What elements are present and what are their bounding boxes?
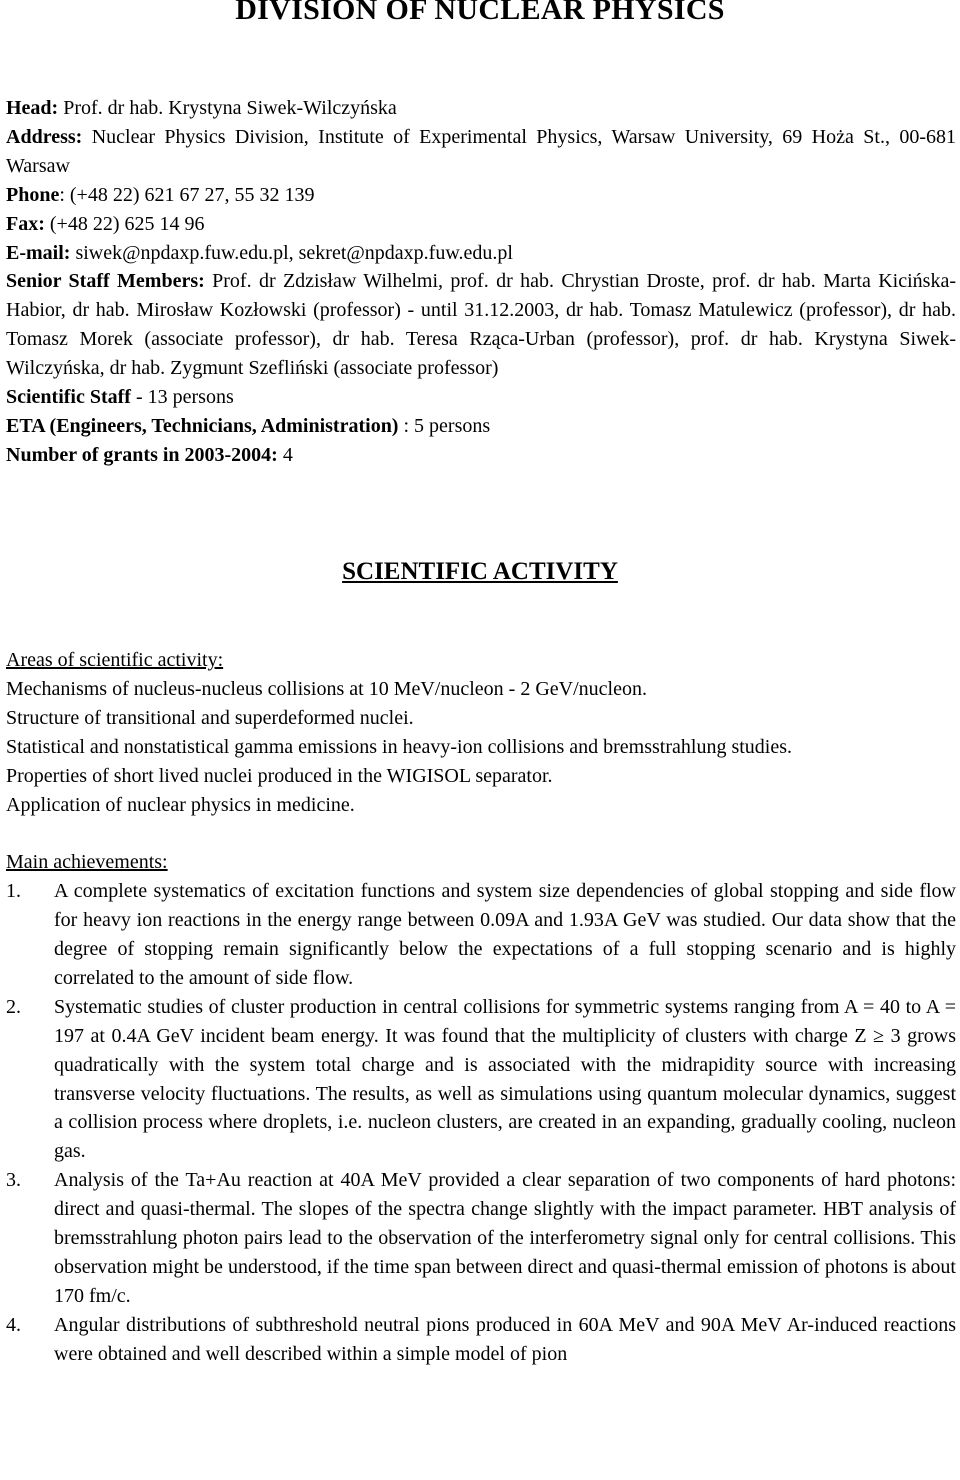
achievement-item <box>6 993 956 1166</box>
achievement-text: Angular distributions of subthreshold neutral pions produced in 60A MeV and 90A MeV Ar-induced reactions were obtained and well described within a simple model of pion <box>54 1313 956 1365</box>
head-label: Head: <box>6 97 59 119</box>
email-value: siwek@npdaxp.fuw.edu.pl, sekret@npdaxp.fuw.edu.pl <box>70 241 513 264</box>
senior-staff-label: Senior Staff Members: <box>6 270 205 293</box>
address-line <box>6 123 956 181</box>
eta-label: ETA (Engineers, Technicians, Administration) <box>6 414 399 437</box>
achievement-number: 1. <box>6 880 21 903</box>
phone-value: : (+48 22) 621 67 27, 55 32 139 <box>59 183 315 206</box>
email-line <box>6 239 956 268</box>
achievement-number: 3. <box>6 1169 21 1192</box>
fax-value: (+48 22) 625 14 96 <box>44 212 205 235</box>
senior-staff-paragraph <box>6 267 956 383</box>
areas-heading: Areas of scientific activity: <box>6 649 224 671</box>
achievements-list <box>6 877 956 1368</box>
scientific-staff-value: - 13 persons <box>130 386 234 409</box>
area-item: Mechanisms of nucleus-nucleus collisions at 10 MeV/nucleon - 2 GeV/nucleon. <box>6 677 647 700</box>
address-value: Nuclear Physics Division, Institute of Experimental Physics, Warsaw University, 69 Hoża St., 00-681 Warsaw <box>6 125 956 177</box>
achievements-heading: Main achievements: <box>6 851 168 874</box>
head-line <box>6 94 956 123</box>
area-item: Statistical and nonstatistical gamma emissions in heavy-ion collisions and bremsstrahlung studies. <box>6 735 792 758</box>
grants-line <box>6 441 956 470</box>
achievement-number: 4. <box>6 1313 21 1336</box>
achievement-item <box>6 1311 956 1369</box>
section-gap <box>6 819 956 848</box>
area-item: Properties of short lived nuclei produced in the WIGISOL separator. <box>6 764 553 787</box>
fax-line <box>6 210 956 239</box>
division-info <box>6 94 956 470</box>
achievement-text: Systematic studies of cluster production in central collisions for symmetric systems ranging from A = 40 to A = 197 at 0.4A GeV incident beam energy. It was found that the multiplicity of clusters with charge Z ≥ 3 grows quadratically with the system total charge and is associated with the midrapidity source with increasing transverse velocity fluctuations. The results, as well as simulations using quantum molecular dynamics, suggest a collision process where droplets, i.e. nucleon clusters, are created in an expanding, gradually cooling, nucleon gas. <box>54 995 956 1163</box>
achievement-item <box>6 1166 956 1311</box>
scientific-staff-line <box>6 383 956 412</box>
page-title: DIVISION OF NUCLEAR PHYSICS <box>235 0 725 26</box>
area-item: Structure of transitional and superdeformed nuclei. <box>6 706 414 729</box>
phone-line <box>6 181 956 210</box>
senior-staff-value: Prof. dr Zdzisław Wilhelmi, prof. dr hab. Chrystian Droste, prof. dr hab. Marta Kicińska-Habior, dr hab. Mirosław Kozłowski (professor) - until 31.12.2003, dr hab. Tomasz Matulewicz (professor), dr hab. Tomasz Morek (associate professor), dr hab. Teresa Rząca-Urban (professor), prof. dr hab. Krystyna Siwek-Wilczyńska, dr hab. Zygmunt Szefliński (associate professor) <box>6 270 956 380</box>
head-value: Prof. dr hab. Krystyna Siwek-Wilczyńska <box>58 97 397 119</box>
achievement-item <box>6 877 956 993</box>
email-label: E-mail: <box>6 241 71 264</box>
grants-label: Number of grants in 2003-2004: <box>6 443 278 466</box>
achievement-number: 2. <box>6 995 21 1018</box>
areas-list <box>6 675 956 820</box>
grants-value: 4 <box>277 443 293 466</box>
address-label: Address: <box>6 125 83 148</box>
section-title: SCIENTIFIC ACTIVITY <box>342 558 618 585</box>
eta-value: : 5 persons <box>398 414 491 437</box>
phone-label: Phone <box>6 183 60 206</box>
scientific-staff-label: Scientific Staff <box>6 386 131 409</box>
area-item: Application of nuclear physics in medicine. <box>6 793 355 816</box>
fax-label: Fax: <box>6 212 45 235</box>
eta-line <box>6 412 956 441</box>
achievement-text: Analysis of the Ta+Au reaction at 40A MeV provided a clear separation of two components of hard photons: direct and quasi-thermal. The slopes of the spectra change slightly with the impact parameter. HBT analysis of bremsstrahlung photon pairs lead to the observation of the interferometry signal only for central collisions. This observation might be understood, if the time span between direct and quasi-thermal emission of photons is about 170 fm/c. <box>54 1169 956 1307</box>
achievement-text: A complete systematics of excitation functions and system size dependencies of global stopping and side flow for heavy ion reactions in the energy range between 0.09A and 1.93A GeV was studied. Our data show that the degree of stopping remain significantly below the expectations of a full stopping scenario and is highly correlated to the amount of side flow. <box>54 880 956 989</box>
scientific-activity-body <box>6 646 956 1369</box>
